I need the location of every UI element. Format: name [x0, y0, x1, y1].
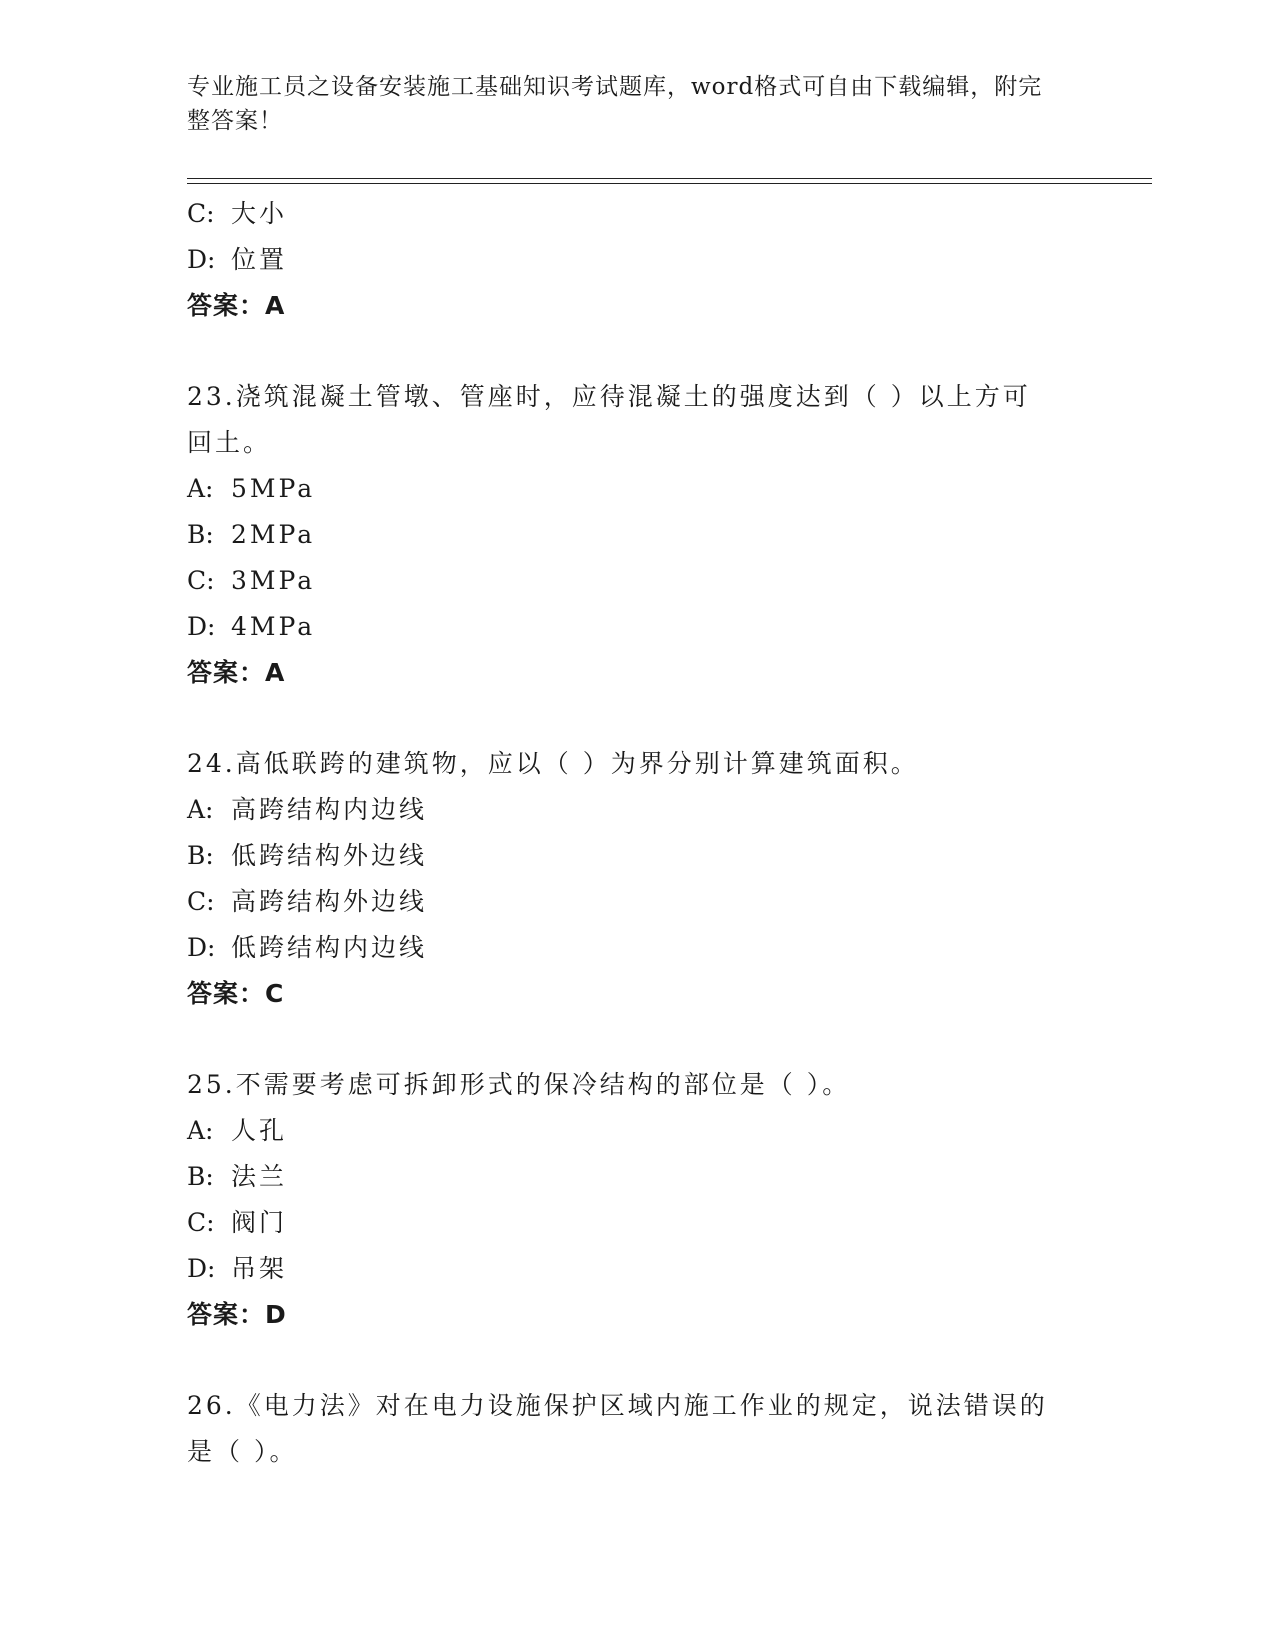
option-key: A:	[187, 795, 214, 824]
option-d	[187, 237, 1087, 283]
header-line-1: 专业施工员之设备安装施工基础知识考试题库，word格式可自由下载编辑，附完	[187, 74, 1043, 100]
option-key: D:	[187, 933, 216, 962]
question-25	[187, 1062, 1087, 1338]
question-stem-line-1: 25.不需要考虑可拆卸形式的保冷结构的部位是（ ）。	[187, 1070, 851, 1099]
header-line-2: 整答案！	[187, 108, 283, 134]
option-text: 低跨结构外边线	[231, 841, 428, 870]
header-divider-top	[187, 178, 1152, 179]
option-text: 法兰	[231, 1162, 288, 1191]
option-key: A:	[187, 474, 214, 503]
option-key: D:	[187, 245, 216, 274]
option-d	[187, 1246, 1087, 1292]
option-text: 3MPa	[231, 566, 316, 595]
header-divider-bottom	[187, 183, 1152, 184]
option-d	[187, 925, 1087, 971]
answer-line: 答案：A	[187, 658, 286, 687]
option-key: B:	[187, 1162, 214, 1191]
page-header	[187, 70, 1067, 138]
answer-line: 答案：C	[187, 979, 285, 1008]
option-a	[187, 1108, 1087, 1154]
option-c	[187, 1200, 1087, 1246]
question-stem-line-2: 是（ ）。	[187, 1437, 298, 1466]
option-text: 阀门	[231, 1208, 288, 1237]
option-text: 高跨结构内边线	[231, 795, 428, 824]
option-text: 位置	[231, 245, 288, 274]
question-content	[187, 191, 1087, 1475]
question-stem-line-1: 26.《电力法》对在电力设施保护区域内施工作业的规定，说法错误的	[187, 1391, 1048, 1420]
option-key: A:	[187, 1116, 214, 1145]
option-key: C:	[187, 1208, 215, 1237]
option-b	[187, 1154, 1087, 1200]
option-b	[187, 512, 1087, 558]
option-text: 4MPa	[231, 612, 316, 641]
answer-line: 答案：A	[187, 291, 286, 320]
option-text: 人孔	[231, 1116, 288, 1145]
question-23	[187, 374, 1087, 696]
option-text: 大小	[231, 199, 288, 228]
option-key: B:	[187, 520, 214, 549]
option-text: 5MPa	[231, 474, 316, 503]
option-key: D:	[187, 612, 216, 641]
option-key: C:	[187, 199, 215, 228]
option-b	[187, 833, 1087, 879]
option-text: 吊架	[231, 1254, 288, 1283]
question-stem-line-1: 23.浇筑混凝土管墩、管座时，应待混凝土的强度达到（ ）以上方可	[187, 382, 1031, 411]
option-text: 低跨结构内边线	[231, 933, 428, 962]
option-a	[187, 466, 1087, 512]
option-a	[187, 787, 1087, 833]
option-c	[187, 879, 1087, 925]
option-c	[187, 558, 1087, 604]
question-stem-line-2: 回土。	[187, 428, 272, 457]
option-text: 高跨结构外边线	[231, 887, 428, 916]
option-key: D:	[187, 1254, 216, 1283]
option-key: C:	[187, 887, 215, 916]
question-stem-line-1: 24.高低联跨的建筑物，应以（ ）为界分别计算建筑面积。	[187, 749, 919, 778]
option-key: B:	[187, 841, 214, 870]
option-d	[187, 604, 1087, 650]
option-text: 2MPa	[231, 520, 316, 549]
option-key: C:	[187, 566, 215, 595]
question-22-continued	[187, 191, 1087, 329]
question-24	[187, 741, 1087, 1017]
question-26	[187, 1383, 1087, 1475]
answer-line: 答案：D	[187, 1300, 287, 1329]
option-c	[187, 191, 1087, 237]
